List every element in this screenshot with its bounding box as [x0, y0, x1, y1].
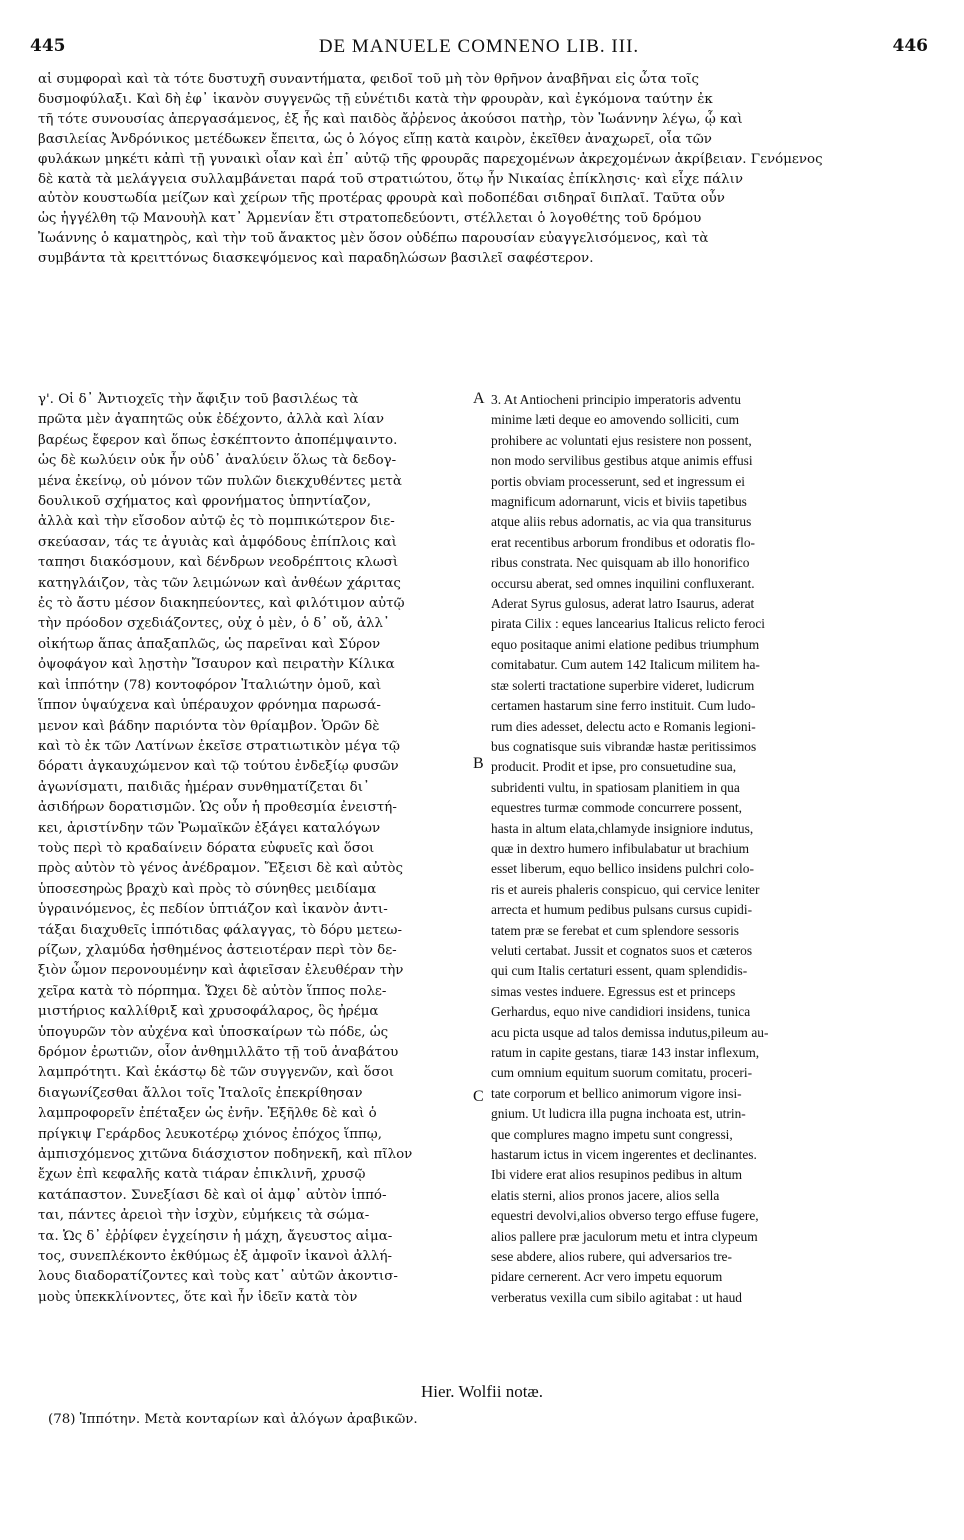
running-title: DE MANUELE COMNENO LIB. III. — [318, 36, 640, 57]
text-line: δὲ κατὰ τὰ μελάγγεια συλλαμβάνεται παρά τοῦ στρατιώτου, ὅτῳ ἦν Νικαίας ἐπίκλησις· καὶ εἶχε πάλιν — [38, 171, 744, 187]
greek-text-line: κει, ἀριστίνδην τῶν Ῥωμαϊκῶν ἐξάγει καταλόγων — [38, 820, 381, 836]
latin-text-line: prohibere ac voluntati ejus resistere non possent, — [491, 432, 752, 448]
latin-text-line: magnificum adornarunt, vicis et biviis tapetibus — [491, 494, 747, 510]
greek-text-line: μοὺς ὑπεκκλίνοντες, ὅτε καὶ ἦν ἰδεῖν κατὰ τὸν — [38, 1289, 358, 1305]
page-number-right: 446 — [892, 36, 928, 56]
greek-text-line: μένα ἐκείνῳ, οὐ μόνον τῶν πυλῶν διεκχυθέντες μετὰ — [38, 473, 402, 489]
latin-text-line: pirata Cilix : eques lancearius Italicus relicto feroci — [491, 616, 766, 632]
text-line: συμβάντα τὰ κρειττόνως διασκεψόμενος καὶ παραδηλώσων βασιλεῖ σαφέστερον. — [38, 251, 594, 267]
text-line: αὐτὸν κουστωδία μείζων καὶ χείρων τῆς προτέρας φρουρὰ καὶ ποδοπέδαι σιδηραῖ διπλαῖ. Ταῦτα οὖν — [38, 191, 725, 207]
greek-text-line: χεῖρα κατὰ τὸ πόρπημα. Ὤχει δὲ αὐτὸν ἵππος πολε- — [38, 983, 387, 999]
latin-text-line: producit. Prodit et ipse, pro consuetudine sua, — [491, 759, 737, 775]
latin-text-line: hasta in altum elata,chlamyde insigniore indutus, — [491, 820, 754, 836]
greek-text-line: λαμπροφορεῖν ἐπέταξεν ὡς ἐνῆν. Ἐξῆλθε δὲ καὶ ὁ — [38, 1106, 377, 1122]
latin-text-line: 3. At Antiocheni principio imperatoris adventu — [491, 392, 741, 407]
margin-marker-c: C — [473, 1088, 484, 1105]
greek-text-line: τα. Ὡς δ᾽ ἐῤῥίφεν ἐγχείησιν ἡ μάχη, ἄγευστος αἱμα- — [38, 1228, 393, 1244]
latin-text-line: esset liberum, equo bellico insidens pulchri colo- — [491, 861, 754, 877]
latin-text-line: que complures magno impetu sunt congressi, — [491, 1126, 733, 1142]
latin-text-line: veluti certabat. Jussit et cognatos suos et cæteros — [491, 942, 753, 958]
latin-text-line: bus cognatisque suis vibrandæ hastæ peritissimos — [491, 738, 757, 754]
greek-text-line: τὴν πρόοδον σχεδιάζοντες, οὐχ ὁ μὲν, ὁ δ᾽ οὔ, ἀλλ᾽ — [38, 616, 390, 632]
latin-text-line: sese abdere, alios rubere, qui adversarios tre- — [491, 1249, 732, 1265]
latin-text-line: tatem præ se ferebat et cum splendore sessoris — [491, 922, 740, 938]
greek-text-line: σκεύασαν, τάς τε ἀγυιὰς καὶ ἀμφόδους ἐπίπλοις καὶ — [38, 534, 397, 550]
greek-text-line: ὑποσεσηρὼς βραχὺ καὶ πρὸς τὸ σύνηθες μειδίαμα — [38, 881, 377, 897]
latin-text-line: atque aliis rebus adornatis, ac via qua transiturus — [491, 514, 752, 530]
latin-text-line: acu picta usque ad talos demissa indutus,pileum au- — [491, 1024, 769, 1040]
greek-text-line: διαγωνίζεσθαι ἄλλοι τοῖς Ἰταλοῖς ἐπεκρίθησαν — [38, 1085, 363, 1101]
latin-text-line: elatis sterni, alios pronos jacere, alios sella — [491, 1187, 720, 1203]
latin-column — [491, 390, 931, 1308]
greek-text-line: μιστήριος καλλίθριξ καὶ χρυσοφάλαρος, ὃς ἠρέμα — [38, 1004, 379, 1020]
greek-text-line: κατηγλάιζον, τὰς τῶν λειμώνων καὶ ἀνθέων χάριτας — [38, 575, 401, 591]
greek-text-line: βαρέως ἔφερον καὶ ὅπως ἐσκέπτοντο ἀποπέμψαιντο. — [38, 432, 398, 448]
latin-text-line: equo positaque animi elatione pedibus triumphum — [491, 636, 760, 652]
latin-text-line: rum dies adesset, delectu acto e Romanis legioni- — [491, 718, 756, 734]
greek-text-line: ὑγραινόμενος, ἐς πεδίον ὑπτιάζον καὶ ἱκανὸν ἀντι- — [38, 902, 388, 918]
text-line: φυλάκων μηκέτι κἀπὶ τῇ γυναικὶ οἷαν καὶ ἐπ᾽ αὐτῷ τῆς φρουρᾶς παρεχομένων ἀκρεχομένων ἀκρίβειαν. Γενόμενος — [38, 151, 823, 167]
greek-text-line: πρῶτα μὲν ἀγαπητῶς οὐκ ἐδέχοντο, ἀλλὰ καὶ λίαν — [38, 412, 385, 428]
greek-text-line: δουλικοῦ σχήματος καὶ φρονήματος ὑπηντίαζον, — [38, 494, 371, 510]
greek-text-line: ταπησι διακόσμουν, καὶ δένδρων νεοδρέπτοις κλωσὶ — [38, 555, 399, 571]
latin-text-line: verberatus vexilla cum sibilo agitabat : ut haud — [491, 1289, 743, 1305]
latin-text-line: minime læti deque eo amovendo solliciti, cum — [491, 412, 740, 428]
greek-text-line: τοὺς περὶ τὸ κραδαίνειν δόρατα εὐφυεῖς καὶ ὅσοι — [38, 840, 375, 856]
latin-text-line: equestres turmæ commode concurrere possent, — [491, 800, 742, 816]
greek-text-line: πρίγκιψ Γεράρδος λευκοτέρῳ χιόνος ἐπόχος ἵππῳ, — [38, 1126, 382, 1142]
text-line: αἱ συμφοραὶ καὶ τὰ τότε δυστυχῆ συναντήματα, φειδοῖ τοῦ μὴ τὸν θρῆνον ἀναβῆναι εἰς ὦτα τοῖς — [38, 72, 700, 87]
greek-text-line: καὶ τὸ ἐκ τῶν Λατίνων ἐκεῖσε στρατιωτικὸν μέγα τῷ — [38, 738, 400, 754]
greek-text-line: τάξαι διαχυθεῖς ἱππότιδας φάλαγγας, τὸ δόρυ μετεω- — [38, 922, 402, 938]
latin-text-line: portis obviam processerunt, sed et ingressum ei — [491, 473, 745, 489]
latin-text-line: Gerhardus, equo nive candidiori insidens, tunica — [491, 1004, 751, 1020]
latin-text-line: equestri devolvi,alios obverso tergo effuse fugere, — [491, 1208, 759, 1224]
latin-text-line: ratum in capite gestans, tiaræ 143 instar inflexum, — [491, 1045, 760, 1060]
latin-text-line: hastarum ictus in vicem ingerentes et declinantes. — [491, 1147, 757, 1163]
latin-text-line: tate corporum et bellico animorum vigore insi- — [491, 1085, 742, 1101]
greek-text-line: ἀμπισχόμενος χιτῶνα διάσχιστον ποδηνεκῆ, καὶ πῖλον — [38, 1147, 413, 1163]
greek-text-line: ἔχων ἐπὶ κεφαλῆς κατὰ τιάραν ἐπικλινῆ, χρυσῷ — [38, 1167, 366, 1183]
greek-text-line: ἀσιδήρων δορατισμῶν. Ὡς οὖν ἡ προθεσμία ἐνειστή- — [38, 800, 397, 816]
greek-text-line: γ'. Οἱ δ᾽ Ἀντιοχεῖς τὴν ἄφιξιν τοῦ βασιλέως τὰ — [38, 392, 359, 407]
greek-text-line: μενον καὶ βάδην παριόντα τὸν θρίαμβον. Ὁρῶν δὲ — [38, 718, 380, 734]
greek-text-line: πρὸς αὐτὸν τὸ γένος ἀνέδραμον. Ἔξεισι δὲ καὶ αὐτὸς — [38, 861, 403, 877]
greek-text-line: κατάπαστον. Συνεξίασι δὲ καὶ οἱ ἀμφ᾽ αὐτὸν ἱππό- — [38, 1187, 387, 1203]
latin-text-line: ris et aureis phaleris conspicuo, qui cervice leniter — [491, 881, 760, 897]
latin-text-line: Aderat Syrus gulosus, aderat latro Isaurus, aderat — [491, 596, 755, 612]
greek-text-line: ἵππον ὑψαύχενα καὶ ὑπέραυχον φρόνημα παρωσά- — [38, 698, 381, 714]
greek-text-line: ὡς δὲ κωλύειν οὐκ ἦν οὐδ᾽ ἀναλύειν ὅλως τὰ δεδογ- — [38, 453, 397, 469]
latin-text-line: pidare cernerent. Acr vero impetu equorum — [491, 1269, 723, 1285]
greek-text-line: ἀγωνίσματι, παιδιᾶς ἡμέραν συνθηματίζεται δι᾽ — [38, 779, 370, 795]
latin-text-line: quæ in dextro humero infibulabatur ut brachium — [491, 840, 750, 856]
text-line: βασιλείας Ἀνδρόνικος μετέδωκεν ἔπειτα, ὡς ὁ λόγος εἴπῃ κατὰ καιρὸν, ἐκεῖθεν ἀναχωρεῖ, οἷα τῶν — [38, 131, 712, 147]
greek-column — [38, 390, 473, 1308]
latin-text-line: ribus constrata. Nec quisquam ab illo honorifico — [491, 555, 750, 571]
latin-text-line: Ibi videre erat alios resupinos pedibus in altum — [491, 1167, 743, 1183]
greek-text-line: ρίζων, χλαμύδα ἠσθημένος ἀστειοτέραν περὶ τὸν δε- — [38, 942, 397, 958]
latin-text-line: stæ solerti tractatione superbire videret, ludicrum — [491, 677, 755, 693]
text-line: ὡς ἠγγέλθη τῷ Μανουὴλ κατ᾽ Ἀρμενίαν ἔτι στρατοπεδεύοντι, στέλλεται ὁ λογοθέτης τοῦ δρόμου — [38, 211, 702, 227]
notes-heading: Hier. Wolfii notæ. — [420, 1382, 544, 1401]
greek-text-line: ὑπογυρῶν τὸν αὐχένα καὶ ὑποσκαίρων τὼ πόδε, ὡς — [38, 1024, 389, 1040]
latin-text-line: simas vestes induere. Egressus est et princeps — [491, 983, 736, 999]
margin-marker-b: B — [473, 755, 484, 772]
page-header — [30, 36, 928, 62]
latin-text-line: subridenti vultu, in spatiosam planitiem in qua — [491, 779, 740, 795]
greek-text-line: ὀψοφάγον καὶ λῃστὴν Ἴσαυρον καὶ πειρατὴν Κίλικα — [38, 657, 395, 673]
latin-text-line: arrecta et humum pedibus pulsans cursus cupidi- — [491, 902, 753, 918]
latin-text-line: non modo servilibus gestibus atque animis effusi — [491, 453, 753, 469]
full-width-paragraph — [38, 70, 928, 269]
latin-text-line: qui cum Italis certaturi essent, quam splendidis- — [491, 963, 748, 979]
greek-text-line: ἐς τὸ ἄστυ μέσον διακηπεύοντες, καὶ φιλότιμον αὐτῷ — [38, 596, 405, 612]
text-line: δυσμοφύλαξι. Καὶ δὴ ἐφ᾽ ἱκανὸν συγγενῶς τῇ εὐνέτιδι κατὰ τὴν φρουρὰν, καὶ ἐγκόμονα ταύτην ἐκ — [38, 91, 713, 107]
latin-text-line: certamen hastarum sine ferro instituit. Cum ludo- — [491, 698, 756, 714]
greek-text-line: ται, πάντες ἀρειοὶ τὴν ἰσχὺν, εὐμήκεις τὰ σώμα- — [38, 1208, 370, 1224]
latin-text-line: gnium. Ut ludicra illa pugna inchoata est, utrin- — [491, 1106, 746, 1122]
greek-text-line: δόρατι ἀγκαυχώμενον καὶ τῷ τούτου ἐνδεξίῳ φυσῶν — [38, 759, 399, 775]
footnote: (78) Ἱππότην. Μετὰ κονταρίων καὶ ἀλόγων ἀραβικῶν. — [48, 1412, 418, 1427]
greek-text-line: καὶ ἱππότην (78) κοντοφόρον Ἰταλιώτην ὁμοῦ, καὶ — [38, 677, 382, 693]
text-line: τῆ τότε συνουσίας ἀπεργασάμενος, ἐξ ἧς καὶ παιδὸς ἄῤῥενος ἀκούσοι πατὴρ, τὸν Ἰωάννην λέγω, ᾧ καὶ — [38, 111, 743, 127]
greek-text-line: ξιὸν ὦμον περονουμένην καὶ ἀφιεῖσαν ἐλευθέραν τὴν — [38, 963, 404, 979]
greek-text-line: λους διαδορατίζοντες καὶ τοὺς κατ᾽ αὐτῶν ἀκοντισ- — [38, 1269, 398, 1285]
page-number-left: 445 — [30, 36, 66, 56]
text-line: Ἰωάννης ὁ καματηρὸς, καὶ τὴν τοῦ ἄνακτος μὲν ὅσον οὐδέπω παρουσίαν εὐαγγελισόμενος, καὶ τὰ — [38, 231, 709, 247]
latin-text-line: alios pallere præ jaculorum metu et intra clypeum — [491, 1228, 758, 1244]
latin-text-line: cum omnium equitum suorum comitatu, proceri- — [491, 1065, 753, 1081]
latin-text-line: occursu aberat, sed omnes inquilini confluxerant. — [491, 575, 755, 591]
greek-text-line: ἀλλὰ καὶ τὴν εἴσοδον αὐτῷ ἐς τὸ πομπικώτερον διε- — [38, 514, 395, 530]
greek-text-line: λαμπρότητι. Καὶ ἑκάστῳ δὲ τῶν συγγενῶν, καὶ ὅσοι — [38, 1065, 395, 1081]
latin-text-line: erat recentibus arborum frondibus et odoratis flo- — [491, 534, 756, 550]
margin-marker-a: A — [473, 390, 485, 407]
greek-text-line: τος, συνεπλέκοντο ἐκθύμως ἐξ ἀμφοῖν ἱκανοὶ ἀλλή- — [38, 1249, 393, 1265]
greek-text-line: δρόμον ἐρωτιῶν, οἷον ἀνθημιλλᾶτο τῇ τοῦ ἀναβάτου — [38, 1045, 399, 1060]
latin-text-line: comitabatur. Cum autem 142 Italicum militem ha- — [491, 657, 760, 673]
greek-text-line: οἰκήτωρ ἅπας ἁπαξαπλῶς, ὡς παρεῖναι καὶ Σύρον — [38, 636, 381, 652]
